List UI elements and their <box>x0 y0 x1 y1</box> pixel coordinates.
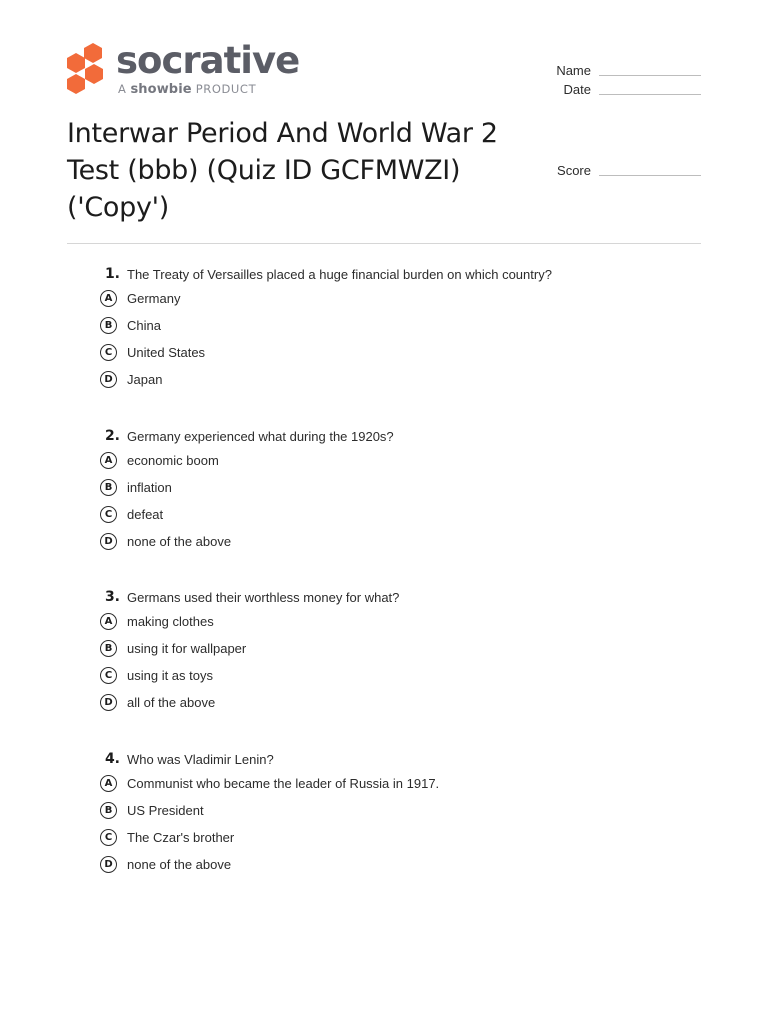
option-text: US President <box>127 803 204 818</box>
option-d[interactable] <box>100 856 700 876</box>
question-number: 1. <box>104 266 120 282</box>
header-divider <box>67 243 701 244</box>
option-c[interactable] <box>100 506 700 526</box>
option-b[interactable] <box>100 802 700 822</box>
option-letter-circle[interactable]: C <box>100 344 117 361</box>
name-line[interactable] <box>599 75 701 76</box>
option-text: none of the above <box>127 534 232 549</box>
tagline-prefix: A <box>118 82 127 96</box>
question-number: 3. <box>104 589 120 605</box>
option-letter-circle[interactable]: C <box>100 506 117 523</box>
name-label: Name <box>556 63 591 78</box>
option-text: using it for wallpaper <box>127 641 247 656</box>
score-label: Score <box>557 163 591 178</box>
option-a[interactable] <box>100 452 700 472</box>
option-letter-circle[interactable]: A <box>100 775 117 792</box>
tagline-brand: showbie <box>130 82 192 97</box>
option-d[interactable] <box>100 694 700 714</box>
question-number: 4. <box>104 751 120 767</box>
option-letter-circle[interactable]: D <box>100 856 117 873</box>
option-c[interactable] <box>100 344 700 364</box>
logo-tagline <box>118 81 256 98</box>
tagline-suffix: PRODUCT <box>195 82 257 96</box>
option-b[interactable] <box>100 640 700 660</box>
option-text: Germany <box>127 291 181 306</box>
question-text: Who was Vladimir Lenin? <box>127 752 274 767</box>
option-letter-circle[interactable]: D <box>100 694 117 711</box>
option-d[interactable] <box>100 533 700 553</box>
option-letter-circle[interactable]: A <box>100 452 117 469</box>
question-number: 2. <box>104 428 120 444</box>
date-field[interactable] <box>541 81 701 99</box>
option-letter-circle[interactable]: D <box>100 533 117 550</box>
quiz-title: Interwar Period And World War 2 Test (bbb) (Quiz ID GCFMWZI) ('Copy') <box>67 118 498 223</box>
option-letter-circle[interactable]: B <box>100 479 117 496</box>
date-label: Date <box>563 82 591 97</box>
option-b[interactable] <box>100 317 700 337</box>
question-text: The Treaty of Versailles placed a huge financial burden on which country? <box>127 267 552 282</box>
option-c[interactable] <box>100 667 700 687</box>
question-text: Germans used their worthless money for what? <box>127 590 400 605</box>
option-text: China <box>127 318 161 333</box>
option-letter-circle[interactable]: C <box>100 829 117 846</box>
option-text: United States <box>127 345 206 360</box>
question-text: Germany experienced what during the 1920s? <box>127 429 394 444</box>
score-field[interactable] <box>541 162 701 180</box>
option-letter-circle[interactable]: D <box>100 371 117 388</box>
option-letter-circle[interactable]: A <box>100 290 117 307</box>
date-line[interactable] <box>599 94 701 95</box>
option-text: none of the above <box>127 857 232 872</box>
option-letter-circle[interactable]: C <box>100 667 117 684</box>
option-a[interactable] <box>100 613 700 633</box>
option-text: inflation <box>127 480 172 495</box>
option-d[interactable] <box>100 371 700 391</box>
option-letter-circle[interactable]: B <box>100 802 117 819</box>
option-b[interactable] <box>100 479 700 499</box>
option-text: Communist who became the leader of Russia in 1917. <box>127 776 440 791</box>
option-text: defeat <box>127 507 164 522</box>
score-line[interactable] <box>599 175 701 176</box>
option-text: using it as toys <box>127 668 213 683</box>
option-a[interactable] <box>100 290 700 310</box>
name-field[interactable] <box>541 62 701 80</box>
option-c[interactable] <box>100 829 700 849</box>
option-text: all of the above <box>127 695 216 710</box>
option-letter-circle[interactable]: A <box>100 613 117 630</box>
option-a[interactable] <box>100 775 700 795</box>
hexagon-cluster-icon <box>67 43 105 95</box>
option-text: Japan <box>127 372 163 387</box>
option-letter-circle[interactable]: B <box>100 317 117 334</box>
socrative-logo <box>67 39 307 99</box>
option-text: The Czar's brother <box>127 830 235 845</box>
option-text: economic boom <box>127 453 219 468</box>
logo-wordmark: socrative <box>116 39 300 82</box>
option-text: making clothes <box>127 614 214 629</box>
option-letter-circle[interactable]: B <box>100 640 117 657</box>
